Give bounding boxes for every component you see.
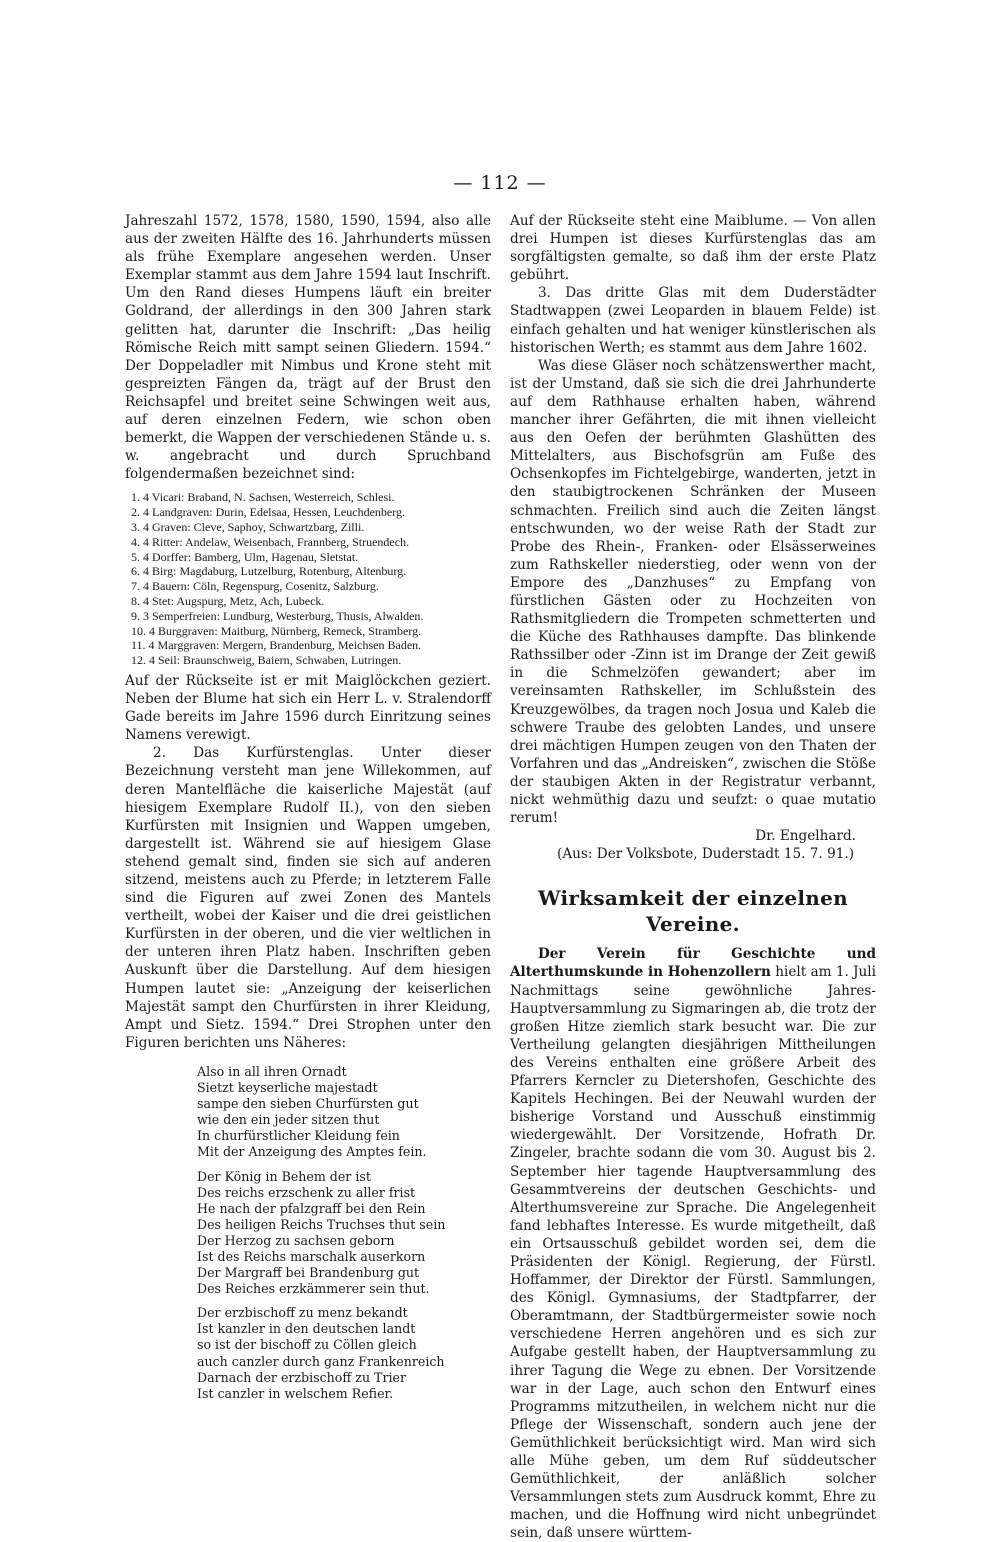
left-column [125, 212, 491, 1410]
paragraph-left-1: Jahreszahl 1572, 1578, 1580, 1590, 1594, also alle aus der zweiten Hälfte des 16. Jahrhunderts müssen als frühe Exemplare angesehen werden. Unser Exemplar stammt aus dem Jahre 1594 laut Inschrift. Um den Rand dieses Humpens läuft ein breiter Goldrand, der allerdings in den 300 Jahren stark gelitten hat, darunter die Inschrift: „Das heilig Römische Reich mitt sampt seinen Gliedern. 1594.“ Der Doppeladler mit Nimbus und Krone steht mit gespreizten Fängen da, trägt auf der Brust den Reichsapfel und breitet seine Schwingen weit aus, auf deren einzelnen Federn, wie schon oben bemerkt, die Wappen der verschiedenen Stände u. s. w. angebracht und durch Spruchband folgendermaßen bezeichnet sind: [125, 213, 491, 483]
poem-line: Mit der Anzeigung des Amptes fein. [197, 1144, 427, 1160]
poem-line: sampe den sieben Churfürsten gut [197, 1096, 419, 1112]
poem-stanza [197, 1305, 491, 1402]
list-item: 4. 4 Ritter: Andelaw, Weisenbach, Frannberg, Struendech. [131, 534, 410, 549]
poem-stanza [197, 1064, 491, 1161]
poem-line: Der erzbischoff zu menz bekandt [197, 1305, 408, 1321]
section-heading: Wirksamkeit der einzelnen Vereine. [538, 886, 848, 937]
list-item: 1. 4 Vicari: Braband, N. Sachsen, Westerreich, Schlesi. [131, 490, 395, 505]
poem-line: Sietzt keyserliche majestadt [197, 1080, 378, 1096]
poem-line: Ist kanzler in den deutschen landt [197, 1321, 416, 1337]
coat-of-arms-list [125, 490, 491, 668]
poem-stanza [197, 1169, 491, 1298]
poem-line: wie den ein jeder sitzen thut [197, 1112, 380, 1128]
poem-line: Darnach der erzbischoff zu Trier [197, 1369, 406, 1385]
source-note: (Aus: Der Volksbote, Duderstadt 15. 7. 91.) [557, 846, 854, 863]
poem-line: Der Margraff bei Brandenburg gut [197, 1265, 420, 1281]
paragraph-right-4-text: hielt am 1. Juli Nachmittags seine gewöhnliche Jahres-Hauptversammlung zu Sigmaringen ab, die trotz der großen Hitze ziemlich stark besucht war. Die zur Vertheilung gelangten diesjährigen Mittheilungen des Vereins enthalten eine größere Arbeit des Pfarrers Kerncler zu Dietershofen, Geschichte des Kapitels Hechingen. Bei der Neuwahl wurden der bisherige Vorstand und Ausschuß einstimmig wiedergewählt. Der Vorsitzende, Hofrath Dr. Zingeler, brachte sodann die vom 30. August bis 2. September hier tagende Hauptversammlung des Gesammtvereins der deutschen Geschichts- und Alterthumsvereine zur Sprache. Die Angelegenheit fand lebhaftes Interesse. Es wurde mitgetheilt, daß ein Ortsausschuß gebildet worden sei, dem die Präsidenten der Königl. Regierung, der Fürstl. Hoffammer, der Direktor der Fürstl. Sammlungen, des Königl. Gymnasiums, der Stadtpfarrer, der Oberamtmann, der Stadtbürgermeister sowie noch verschiedene Herren angehören und es sich zur Aufgabe gestellt haben, der Hauptversammlung zu ihrer Tagung die Wege zu ebnen. Der Vorsitzende war in der Lage, auch schon den Entwurf eines Programms mitzutheilen, in welchem nicht nur die Pflege der Wissenschaft, sondern auch jene der Gemüthlichkeit berücksichtigt wird. Man wird sich alle Mühe geben, um dem Ruf süddeutscher Gemüthlichkeit, der anläßlich solcher Versammlungen stets zum Ausdruck kommt, Ehre zu machen, und die Hoffnung wird nicht unbegründet sein, daß unsere württem- [510, 964, 877, 1542]
poem-line: Des heiligen Reichs Truchses thut sein [197, 1216, 446, 1232]
right-column [510, 212, 876, 1542]
list-item: 9. 3 Semperfreien: Lundburg, Westerburg, Thusis, Alwalden. [131, 608, 424, 623]
poem-line: Der Herzog zu sachsen geborn [197, 1232, 395, 1248]
list-item: 7. 4 Bauern: Cöln, Regenspurg, Cosenitz, Salzburg. [131, 579, 379, 594]
list-item: 5. 4 Dorffer: Bamberg, Ulm, Hagenau, Sletstat. [131, 549, 359, 564]
list-item: 10. 4 Burggraven: Maitburg, Nürnberg, Remeck, Stramberg. [131, 623, 422, 638]
poem-line: He nach der pfalzgraff bei den Rein [197, 1200, 426, 1216]
poem-line: Ist canzler in welschem Refier. [197, 1385, 394, 1401]
poem [197, 1064, 491, 1402]
signature: Dr. Engelhard. [755, 828, 856, 845]
list-item: 6. 4 Birg: Magdaburg, Lutzelburg, Rotenburg, Altenburg. [131, 564, 407, 579]
paragraph-right-2: 3. Das dritte Glas mit dem Duderstädter Stadtwappen (zwei Leoparden in blauem Felde) ist einfach gehalten und hat weniger künstlerischen als historischen Werth; es stammt aus dem Jahre 1602. [510, 285, 876, 356]
poem-line: In churfürstlicher Kleidung fein [197, 1128, 400, 1144]
poem-line: Ist des Reichs marschalk auserkorn [197, 1248, 426, 1264]
paragraph-right-3: Was diese Gläser noch schätzenswerther macht, ist der Umstand, daß sie sich die drei Jahrhunderte auf dem Rathhause erhalten haben, während mancher ihrer Gefährten, die mit ihnen vielleicht aus den Oefen der berühmten Glashütten des Mittelalters, aus Bischofsgrün am Fuße des Ochsenkopfes im Fichtelgebirge, wanderten, jetzt in den staubigtrockenen Schränken der Museen schmachten. Freilich sind auch die Zeiten längst entschwunden, wo der weise Rath der Stadt zur Probe des Rhein-, Franken- oder Elsässerweines zum Rathskeller niederstieg, oder wenn von der Empore des „Danzhuses“ zu Empfang von fürstlichen Gästen oder zu Hochzeiten von Rathsmitgliedern die Trompeten schmetterten und die Küche des Rathhauses dampfte. Das blinkende Rathssilber oder -Zinn ist im Drange der Zeit gewiß in die Schmelzöfen gewandert; aber im vereinsamten Rathskeller, im Schlußstein des Kreuzgewölbes, da tragen noch Josua und Kaleb die schwere Traube des gelobten Landes, und unsere drei mächtigen Humpen zeugen von den Thaten der Vorfahren und das „Andreisken“, zwischen die Stöße der staubigen Akten in der Registratur verbannt, nickt wehmüthig dazu und seufzt: o quae mutatio rerum! [510, 357, 876, 827]
poem-line: Der König in Behem der ist [197, 1168, 371, 1184]
society-name: Der Verein für Geschichte und Alterthumskunde in Hohenzollern [510, 946, 876, 981]
poem-line: Also in all ihren Ornadt [197, 1063, 347, 1079]
poem-line: Des Reiches erzkämmerer sein thut. [197, 1281, 430, 1297]
list-item: 8. 4 Stet: Augspurg, Metz, Ach, Lubeck. [131, 593, 325, 608]
list-item: 12. 4 Seil: Braunschweig, Baiern, Schwaben, Lutringen. [131, 653, 402, 668]
paragraph-right-4 [510, 945, 876, 1542]
paragraph-left-2: Auf der Rückseite ist er mit Maiglöckchen geziert. Neben der Blume hat sich ein Herr L. v. Stralendorff Gade bereits im Jahre 1596 durch Einritzung seines Namens verewigt. [125, 672, 491, 744]
poem-line: so ist der bischoff zu Cöllen gleich [197, 1337, 417, 1353]
list-item: 2. 4 Landgraven: Durin, Edelsaa, Hessen, Leuchdenberg. [131, 505, 406, 520]
poem-line: Des reichs erzschenk zu aller frist [197, 1184, 416, 1200]
list-item: 11. 4 Marggraven: Mergern, Brandenburg, Meichsen Baden. [131, 638, 422, 653]
poem-line: auch canzler durch ganz Frankenreich [197, 1353, 445, 1369]
page-number: — 112 — [453, 172, 547, 194]
paragraph-right-1: Auf der Rückseite steht eine Maiblume. — Von allen drei Humpen ist dieses Kurfürstenglas das am sorgfältigsten gemalte, so daß ihm der erste Platz gebührt. [510, 213, 876, 284]
paragraph-left-3: 2. Das Kurfürstenglas. Unter dieser Bezeichnung versteht man jene Willekommen, auf deren Mantelfläche die kaiserliche Majestät (auf hiesigem Exemplare Rudolf II.), von den sieben Kurfürsten mit Insignien und Wappen umgeben, dargestellt ist. Während sie auf hiesigem Glase stehend gemalt sind, finden sie sich auf anderen sitzend, meistens auch zu Pferde; in letzterem Falle sind die Figuren auf zwei Zonen des Mantels vertheilt, wobei der Kaiser und die drei geistlichen Kurfürsten in der oberen, und die vier weltlichen in der unteren ihren Platz haben. Inschriften geben Auskunft über die Darstellung. Auf dem hiesigen Humpen lautet sie: „Anzeigung der keiserlichen Majestät sampt den Churfürsten in ihrer Kleidung, Ampt und Sietz. 1594.“ Drei Strophen unter den Figuren berichten uns Näheres: [125, 745, 491, 1051]
list-item: 3. 4 Graven: Cleve, Saphoy, Schwartzbarg, Zilli. [131, 520, 365, 534]
